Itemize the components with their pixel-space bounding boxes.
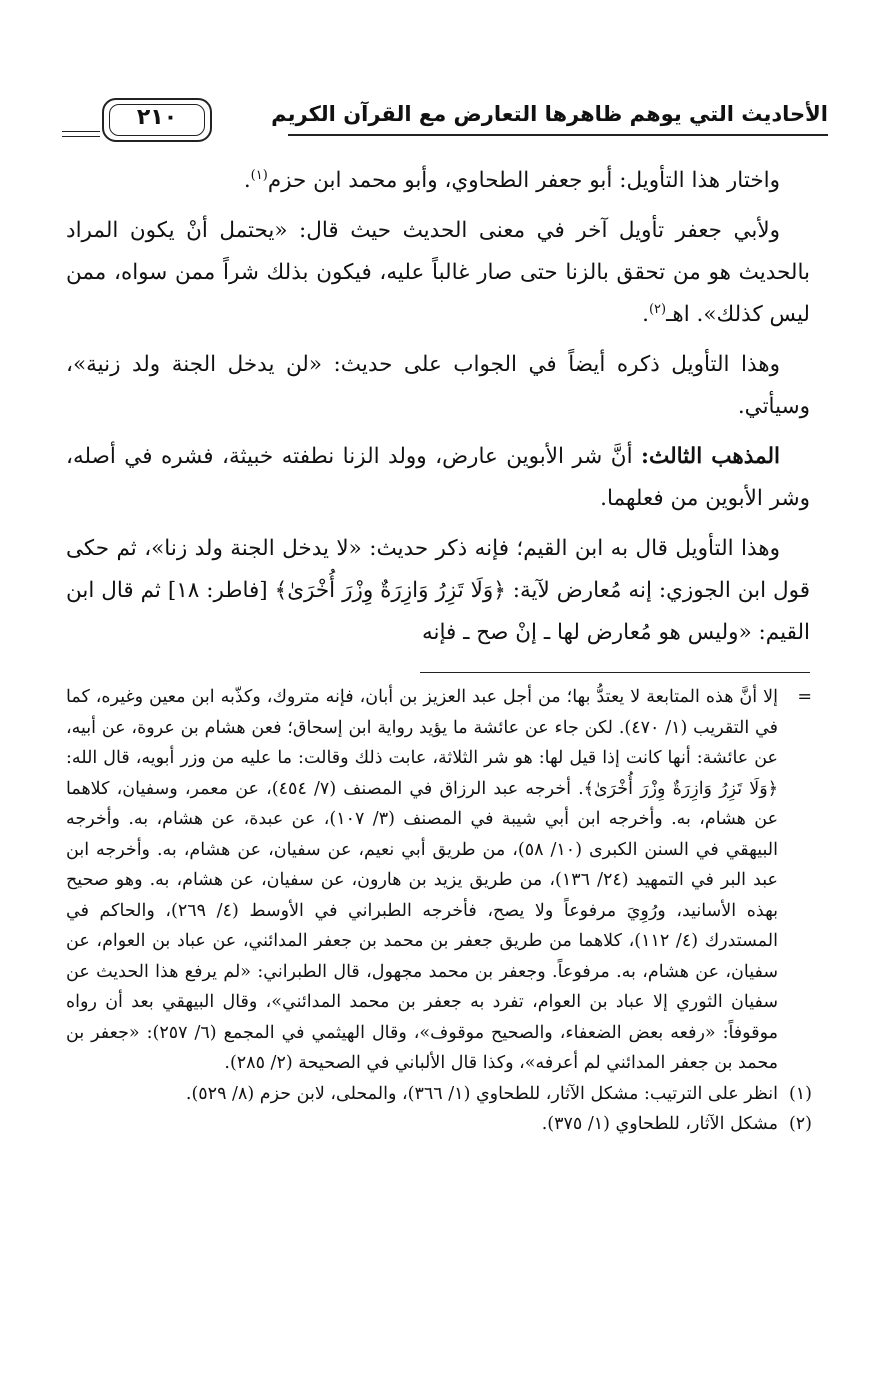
running-title: الأحاديث التي يوهم ظاهرها التعارض مع القرآن الكريم	[271, 102, 828, 126]
paragraph: وهذا التأويل قال به ابن القيم؛ فإنه ذكر حديث: «لا يدخل الجنة ولد زنا»، ثم حكى قول ابن الجوزي: إنه مُعارض لآية: ﴿وَلَا تَزِرُ وَازِرَةٌ وِزْرَ أُخْرَىٰ﴾ [فاطر: ١٨] ثم قال ابن القيم: «وليس هو مُعارض لها ـ إنْ صح ـ فإنه	[66, 536, 810, 645]
footnote-ref[interactable]: (٢)	[648, 301, 667, 317]
main-text	[66, 160, 810, 662]
footnote-mark: (٢)	[788, 1114, 812, 1134]
paragraph: المذهب الثالث: أنَّ شر الأبوين عارض، وولد الزنا نطفته خبيثة، فشره في أصله، وشر الأبوين من فعلهما.	[66, 444, 810, 511]
footnote-1: (١) انظر على الترتيب: مشكل الآثار، للطحاوي (١/ ٣٦٦)، والمحلى، لابن حزم (٨/ ٥٢٩).	[66, 1079, 812, 1110]
footnote-continuation: = إلا أنَّ هذه المتابعة لا يعتدُّ بها؛ من أجل عبد العزيز بن أبان، فإنه متروك، وكذّبه ابن معين وغيره، كما في التقريب (١/ ٤٧٠). لكن جاء عن عائشة ما يؤيد رواية ابن إسحاق؛ فعن هشام بن عروة، عن أبيه، عن عائشة: أنها كانت إذا قيل لها: هو شر الثلاثة، عابت ذلك وقالت: ما عليه من وزر أبويه، قال الله: ﴿وَلَا تَزِرُ وَازِرَةٌ وِزْرَ أُخْرَىٰ﴾. أخرجه عبد الرزاق في المصنف (٧/ ٤٥٤)، عن معمر، وسفيان، كلاهما عن هشام، به. وأخرجه ابن أبي شيبة في المصنف (٣/ ١٠٧)، عن عبدة، عن هشام، به. وأخرجه البيهقي في السنن الكبرى (١٠/ ٥٨)، من طريق أبي نعيم، عن سفيان، عن هشام، به. وأخرجه ابن عبد البر في التمهيد (٢٤/ ١٣٦)، من طريق يزيد بن هارون، عن سفيان، عن هشام، به. وهو صحيح بهذه الأسانيد، ورُوِيَ مرفوعاً ولا يصح، فأخرجه الطبراني في الأوسط (٤/ ٢٦٩)، والحاكم في المستدرك (٤/ ١١٢)، كلاهما من طريق جعفر بن محمد بن جعفر المدائني، عن عباد بن العوام، عن سفيان، عن هشام، به. مرفوعاً. وجعفر بن محمد مجهول، قال الطبراني: «لم يرفع هذا الحديث عن سفيان الثوري إلا عباد بن العوام، تفرد به جعفر بن محمد المدائني»، وقال البيهقي بعد أن رواه موقوفاً: «رفعه بعض الضعفاء، والصحيح موقوف»، وقال الهيثمي في المجمع (٦/ ٢٥٧): «جعفر بن محمد بن جعفر المدائني لم أعرفه»، وكذا قال الألباني في الصحيحة (٢/ ٢٨٥).	[66, 682, 812, 1079]
footnote-ref[interactable]: (١)	[250, 167, 268, 183]
header-rule	[288, 134, 828, 136]
footnote-separator	[420, 672, 810, 673]
section-heading: المذهب الثالث:	[641, 444, 780, 469]
page-number: ٢١٠	[136, 105, 178, 130]
header-left-rule-double	[62, 136, 100, 137]
paragraph: واختار هذا التأويل: أبو جعفر الطحاوي، وأبو محمد ابن حزم$^{(١)}$.	[243, 167, 780, 193]
paragraph: ولأبي جعفر تأويل آخر في معنى الحديث حيث قال: «يحتمل أنْ يكون المراد بالحديث هو من تحقق بالزنا حتى صار غالباً عليه، فيكون بذلك شراً ممن سواه، ممن ليس كذلك». اهـ$^{(٢)}$.	[66, 218, 810, 327]
page-number-frame	[102, 98, 212, 142]
footnotes	[66, 682, 812, 1140]
footnote-2: (٢) مشكل الآثار، للطحاوي (١/ ٣٧٥).	[66, 1109, 812, 1140]
footnote-mark: =	[797, 687, 812, 707]
header-left-rule	[62, 131, 100, 132]
page-header	[62, 98, 828, 148]
paragraph: وهذا التأويل ذكره أيضاً في الجواب على حديث: «لن يدخل الجنة ولد زنية»، وسيأتي.	[66, 352, 810, 419]
footnote-mark: (١)	[788, 1083, 812, 1104]
